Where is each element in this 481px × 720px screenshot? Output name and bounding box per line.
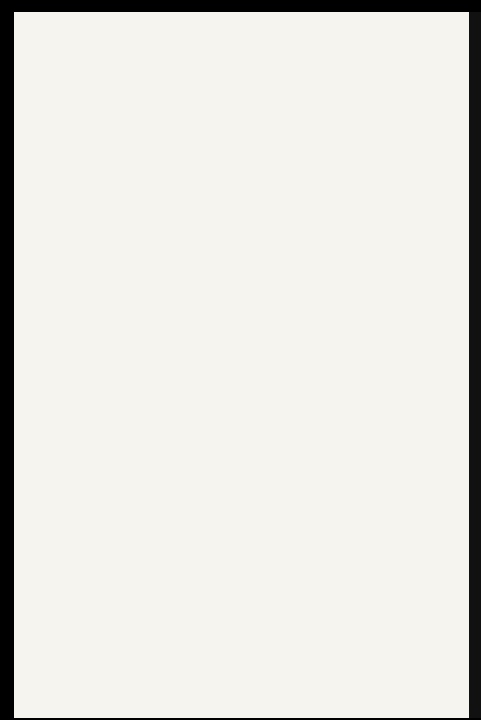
page-text-block [77, 79, 441, 93]
book-page [14, 12, 469, 718]
book-spine-edge [469, 12, 481, 718]
